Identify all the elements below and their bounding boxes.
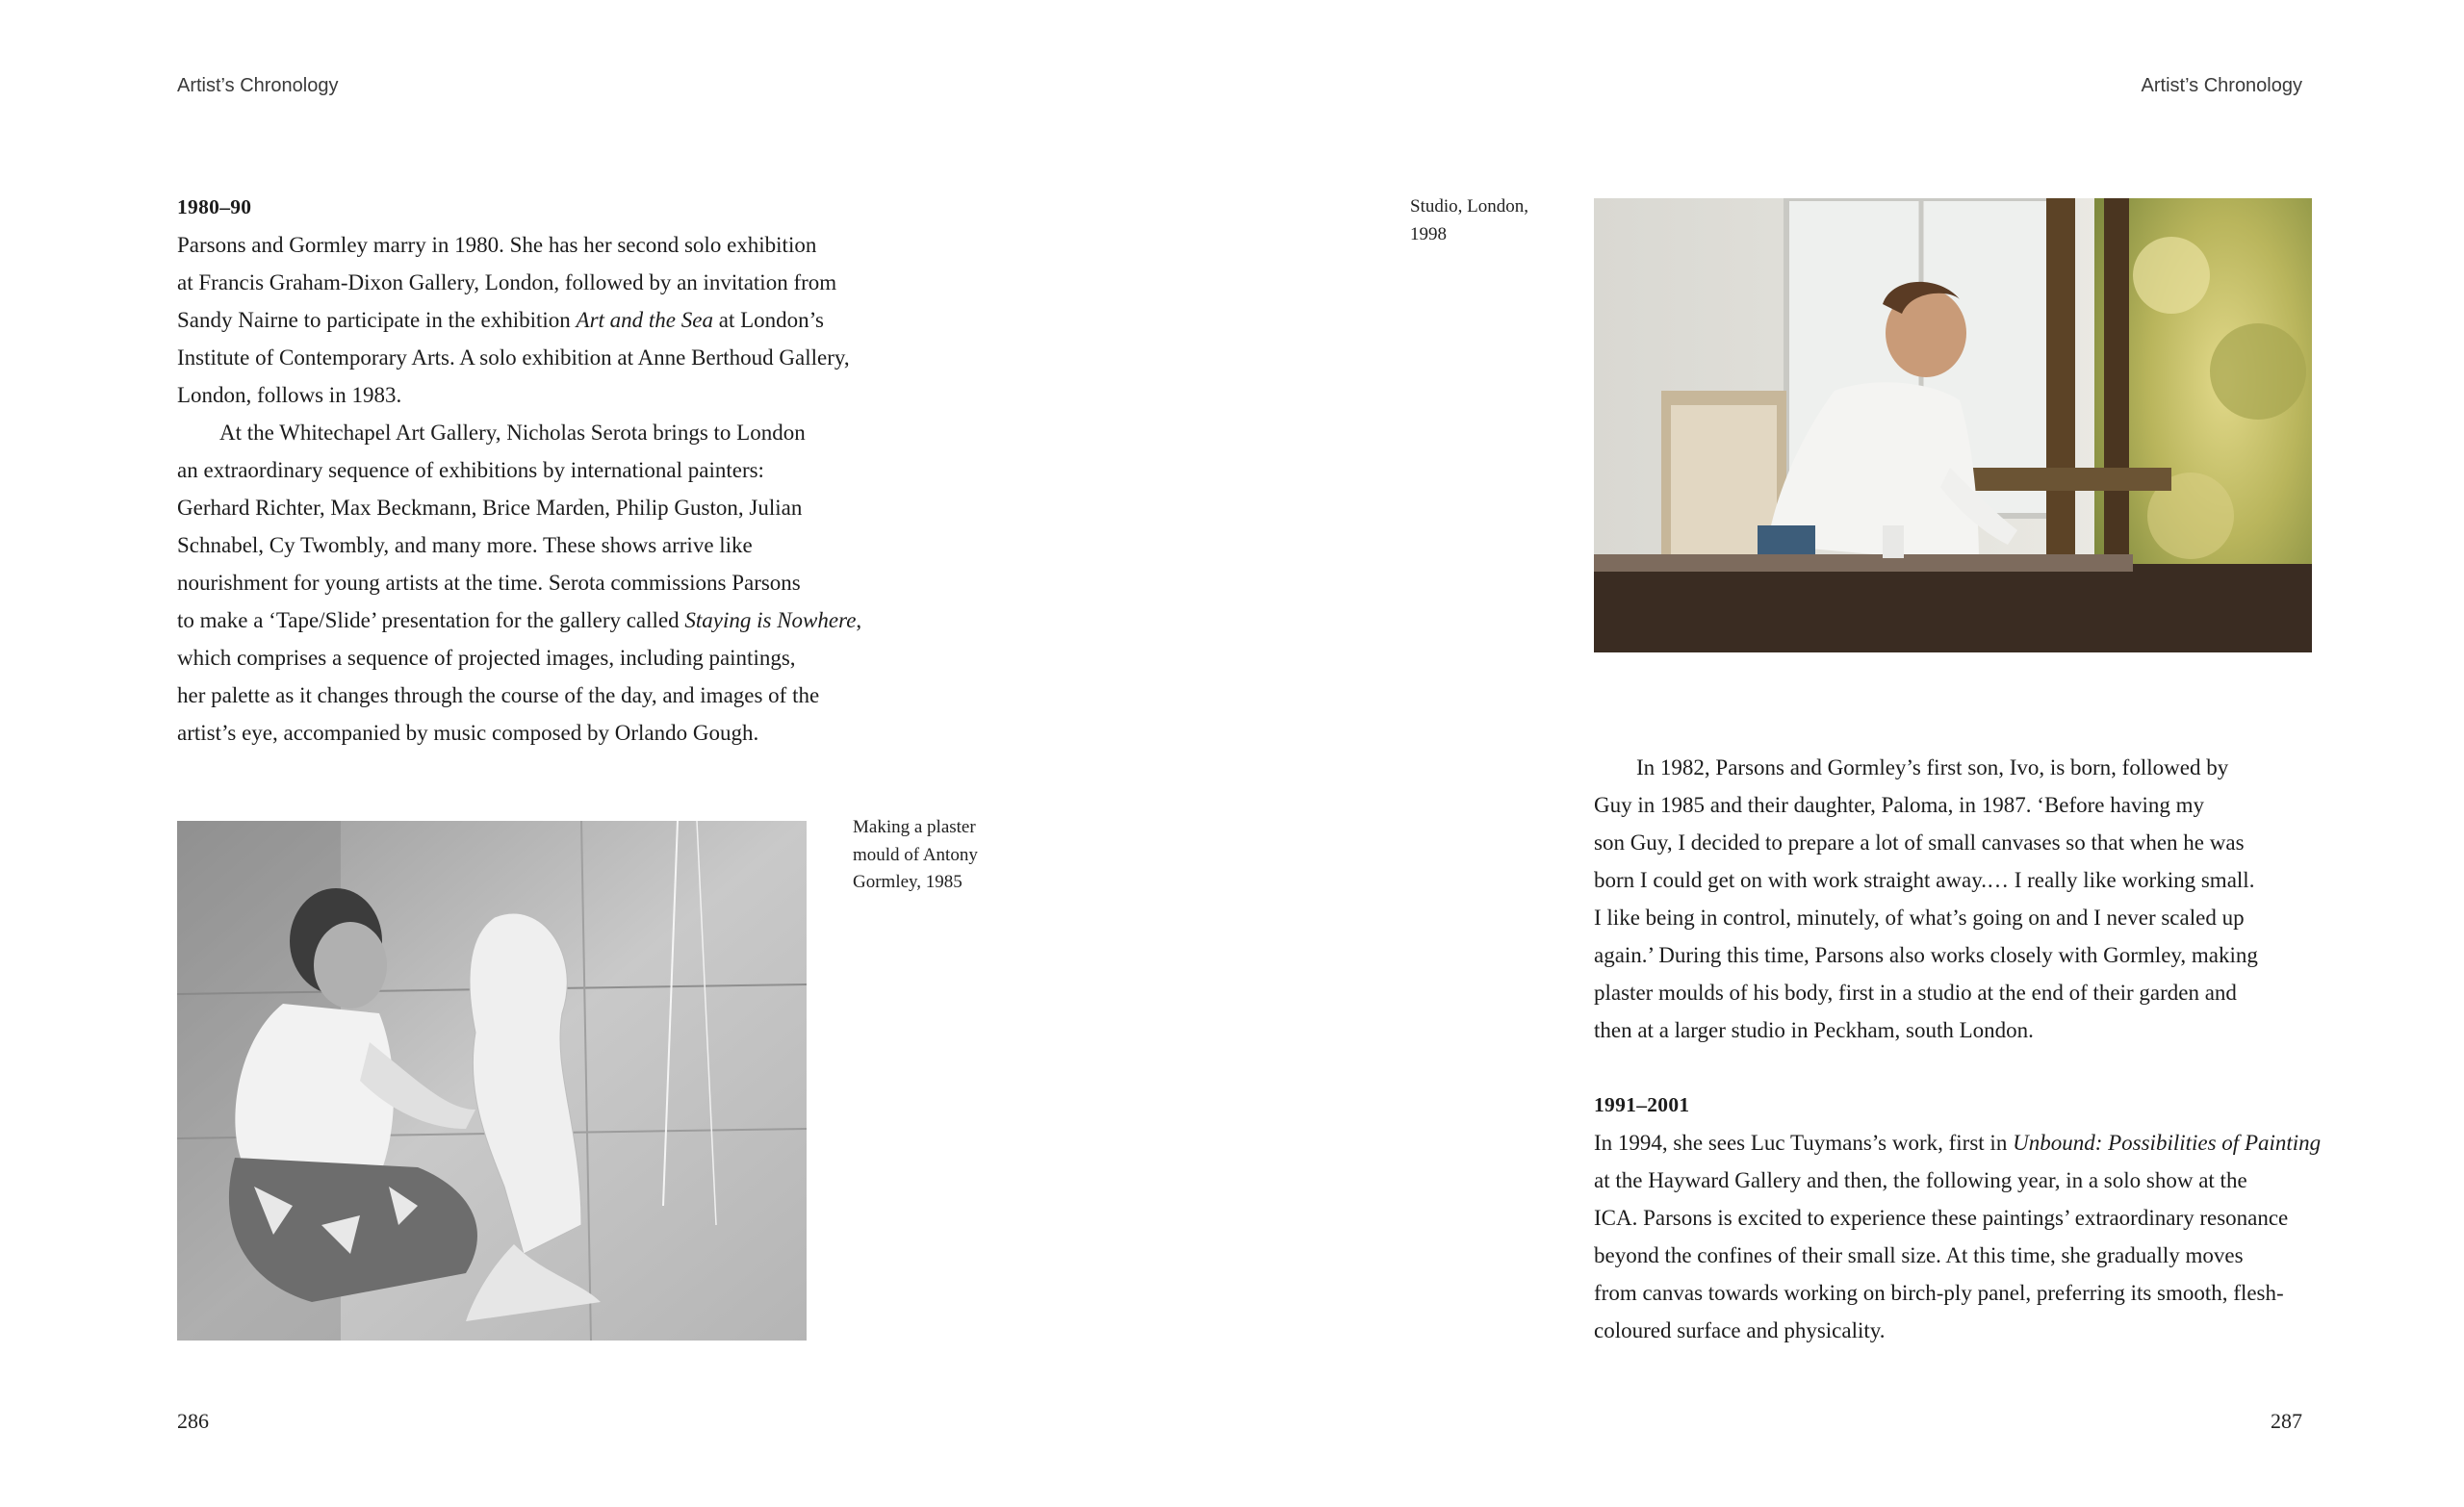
body-line: again.’ During this time, Parsons also works closely with Gormley, making bbox=[1594, 943, 2258, 967]
body-line: I like being in control, minutely, of what’s going on and I never scaled up bbox=[1594, 906, 2245, 930]
body-line: plaster moulds of his body, first in a studio at the end of their garden and bbox=[1594, 981, 2237, 1005]
running-head-right: Artist’s Chronology bbox=[2141, 75, 2302, 96]
body-line: Guy in 1985 and their daughter, Paloma, in 1987. ‘Before having my bbox=[1594, 793, 2205, 817]
body-line: London, follows in 1983. bbox=[177, 383, 402, 407]
body-line: Parsons and Gormley marry in 1980. She has her second solo exhibition bbox=[177, 233, 817, 257]
caption-line: Studio, London, bbox=[1410, 196, 1528, 217]
page-number-right: 287 bbox=[2271, 1409, 2302, 1433]
body-line: At the Whitechapel Art Gallery, Nicholas Serota brings to London bbox=[219, 421, 806, 445]
body-line: In 1982, Parsons and Gormley’s first son, Ivo, is born, followed by bbox=[1636, 755, 2229, 779]
body-line: beyond the confines of their small size. At this time, she gradually moves bbox=[1594, 1243, 2244, 1267]
caption-line: 1998 bbox=[1410, 223, 1447, 244]
section-heading-1980-90: 1980–90 bbox=[177, 195, 252, 218]
exhibition-title: Unbound: Possibilities of Painting bbox=[2013, 1131, 2322, 1155]
body-line: at the Hayward Gallery and then, the following year, in a solo show at the bbox=[1594, 1168, 2247, 1192]
body-line: which comprises a sequence of projected images, including paintings, bbox=[177, 646, 796, 670]
body-line: In 1994, she sees Luc Tuymans’s work, first in Unbound: Possibilities of Painting bbox=[1594, 1131, 2322, 1155]
body-line: from canvas towards working on birch-ply panel, preferring its smooth, flesh- bbox=[1594, 1281, 2284, 1305]
caption-line: mould of Antony bbox=[853, 844, 978, 865]
body-line: Schnabel, Cy Twombly, and many more. These shows arrive like bbox=[177, 533, 753, 557]
body-line: coloured surface and physicality. bbox=[1594, 1318, 1886, 1342]
photo-studio-1998 bbox=[1594, 198, 2312, 652]
body-line: an extraordinary sequence of exhibitions by international painters: bbox=[177, 458, 764, 482]
body-line: Sandy Nairne to participate in the exhibition Art and the Sea at London’s bbox=[177, 308, 824, 332]
caption-line: Making a plaster bbox=[853, 817, 976, 837]
body-line: to make a ‘Tape/Slide’ presentation for the gallery called Staying is Nowhere, bbox=[177, 608, 862, 632]
body-line: son Guy, I decided to prepare a lot of small canvases so that when he was bbox=[1594, 830, 2245, 855]
body-line: ICA. Parsons is excited to experience these paintings’ extraordinary resonance bbox=[1594, 1206, 2289, 1230]
caption-studio bbox=[1410, 193, 1574, 248]
body-line: then at a larger studio in Peckham, south London. bbox=[1594, 1018, 2034, 1042]
body-line: Institute of Contemporary Arts. A solo exhibition at Anne Berthoud Gallery, bbox=[177, 345, 850, 370]
body-line: her palette as it changes through the course of the day, and images of the bbox=[177, 683, 820, 707]
body-line: artist’s eye, accompanied by music composed by Orlando Gough. bbox=[177, 721, 759, 745]
right-page-text bbox=[1594, 749, 2322, 1349]
body-line: at Francis Graham-Dixon Gallery, London, followed by an invitation from bbox=[177, 270, 837, 294]
exhibition-title: Art and the Sea bbox=[576, 308, 713, 332]
caption-plaster-mould bbox=[853, 814, 1026, 897]
left-page-text bbox=[177, 189, 909, 752]
presentation-title: Staying is Nowhere bbox=[684, 608, 857, 632]
body-line: Gerhard Richter, Max Beckmann, Brice Marden, Philip Guston, Julian bbox=[177, 496, 803, 520]
running-head-left: Artist’s Chronology bbox=[177, 75, 339, 96]
page-number-left: 286 bbox=[177, 1409, 209, 1433]
section-heading-1991-2001: 1991–2001 bbox=[1594, 1093, 1690, 1116]
photo-plaster-mould-1985 bbox=[177, 821, 807, 1341]
blank-line bbox=[1594, 1049, 2316, 1086]
caption-line: Gormley, 1985 bbox=[853, 872, 962, 892]
body-line: nourishment for young artists at the time. Serota commissions Parsons bbox=[177, 571, 801, 595]
body-line: born I could get on with work straight away.… I really like working small. bbox=[1594, 868, 2255, 892]
